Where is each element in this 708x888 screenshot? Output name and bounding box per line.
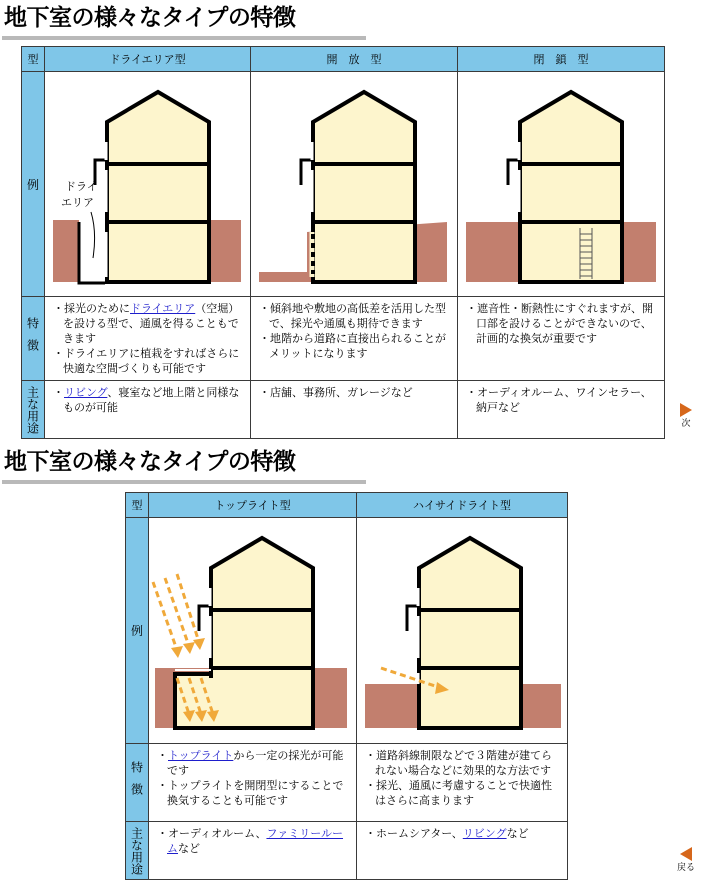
list-item: ・ オーディオルーム、ワインセラー、納戸など [466, 385, 658, 415]
basement-types-table-2 [125, 492, 568, 880]
closed-type-features [458, 297, 665, 381]
highside-uses [357, 822, 568, 880]
back-button[interactable] [674, 847, 698, 873]
example-label: 例 [22, 72, 45, 297]
type-header: 型 [22, 47, 45, 72]
open-type-features [251, 297, 458, 381]
toplight-features [149, 744, 357, 822]
dry-area-figure [45, 72, 251, 297]
dry-area-uses [45, 381, 251, 439]
page-title-2: 地下室の様々なタイプの特徴 [4, 449, 296, 475]
toplight-uses [149, 822, 357, 880]
title-underline [2, 36, 366, 40]
features-row-2 [126, 744, 568, 822]
column-open: 開 放 型 [251, 47, 458, 72]
back-arrow-icon [680, 847, 692, 861]
toplight-link[interactable]: トップライト [168, 749, 234, 762]
living-link-2[interactable]: リビング [462, 827, 507, 840]
toplight-figure [149, 518, 357, 744]
highside-features [357, 744, 568, 822]
highside-house-diagram [357, 518, 568, 743]
closed-type-uses [458, 381, 665, 439]
uses-label-2: 主な用途 [126, 822, 149, 880]
list-item: ・ ホームシアター、リビングなど [365, 826, 561, 841]
family-room-link[interactable]: ファミリールーム [167, 827, 344, 855]
open-type-house-diagram [251, 72, 458, 296]
uses-row [22, 381, 665, 439]
example-row-2 [126, 518, 568, 744]
list-item: ・ リビング、寝室など地上階と同様なものが可能 [53, 385, 244, 415]
column-toplight: トップライト型 [149, 493, 357, 518]
back-label: 戻る [676, 863, 695, 873]
column-closed: 閉 鎖 型 [458, 47, 665, 72]
list-item: ・ 遮音性・断熱性にすぐれますが、開口部を設けることができないので、計画的な換気が重要です [466, 301, 658, 346]
page-title: 地下室の様々なタイプの特徴 [4, 5, 296, 31]
living-link[interactable]: リビング [64, 386, 108, 399]
uses-row-2 [126, 822, 568, 880]
basement-types-table-1 [21, 46, 665, 439]
list-item: ・ トップライトを開閉型にすることで換気することも可能です [157, 778, 350, 808]
closed-type-house-diagram [458, 72, 665, 296]
list-item: ・ 採光のためにドライエリア（空堀）を設ける型で、通風を得ることもできます [53, 301, 244, 346]
highside-figure [357, 518, 568, 744]
features-row [22, 297, 665, 381]
list-item: ・ オーディオルーム、ファミリールームなど [157, 826, 350, 856]
title-underline-2 [2, 480, 366, 484]
list-item: ・ トップライトから一定の採光が可能です [157, 748, 350, 778]
dry-area-house-diagram [45, 72, 251, 296]
example-row [22, 72, 665, 297]
list-item: ・ 道路斜線制限などで３階建が建てられない場合などに効果的な方法です [365, 748, 561, 778]
features-label-2: 特徴 [126, 744, 149, 822]
toplight-house-diagram [149, 518, 357, 743]
features-label: 特徴 [22, 297, 45, 381]
dry-area-label-1: ドライ [65, 180, 98, 193]
dry-area-link[interactable]: ドライエリア [130, 302, 196, 315]
open-type-figure [251, 72, 458, 297]
header-row [22, 47, 665, 72]
list-item: ・ 地階から道路に直接出られることがメリットになります [259, 331, 451, 361]
uses-label: 主な用途 [22, 381, 45, 439]
next-arrow-icon [680, 403, 692, 417]
example-label-2: 例 [126, 518, 149, 744]
dry-area-label-2: エリア [61, 196, 94, 209]
next-button[interactable] [675, 403, 697, 429]
open-type-uses [251, 381, 458, 439]
header-row-2 [126, 493, 568, 518]
type-header-2: 型 [126, 493, 149, 518]
column-dry-area: ドライエリア型 [45, 47, 251, 72]
column-highside: ハイサイドライト型 [357, 493, 568, 518]
list-item: ・ 採光、通風に考慮することで快適性はさらに高まります [365, 778, 561, 808]
list-item: ・ ドライエリアに植栽をすればさらに快適な空間づくりも可能です [53, 346, 244, 376]
list-item: ・ 店舗、事務所、ガレージなど [259, 385, 451, 400]
list-item: ・ 傾斜地や敷地の高低差を活用した型で、採光や通風も期待できます [259, 301, 451, 331]
closed-type-figure [458, 72, 665, 297]
dry-area-features [45, 297, 251, 381]
next-label: 次 [681, 419, 691, 429]
